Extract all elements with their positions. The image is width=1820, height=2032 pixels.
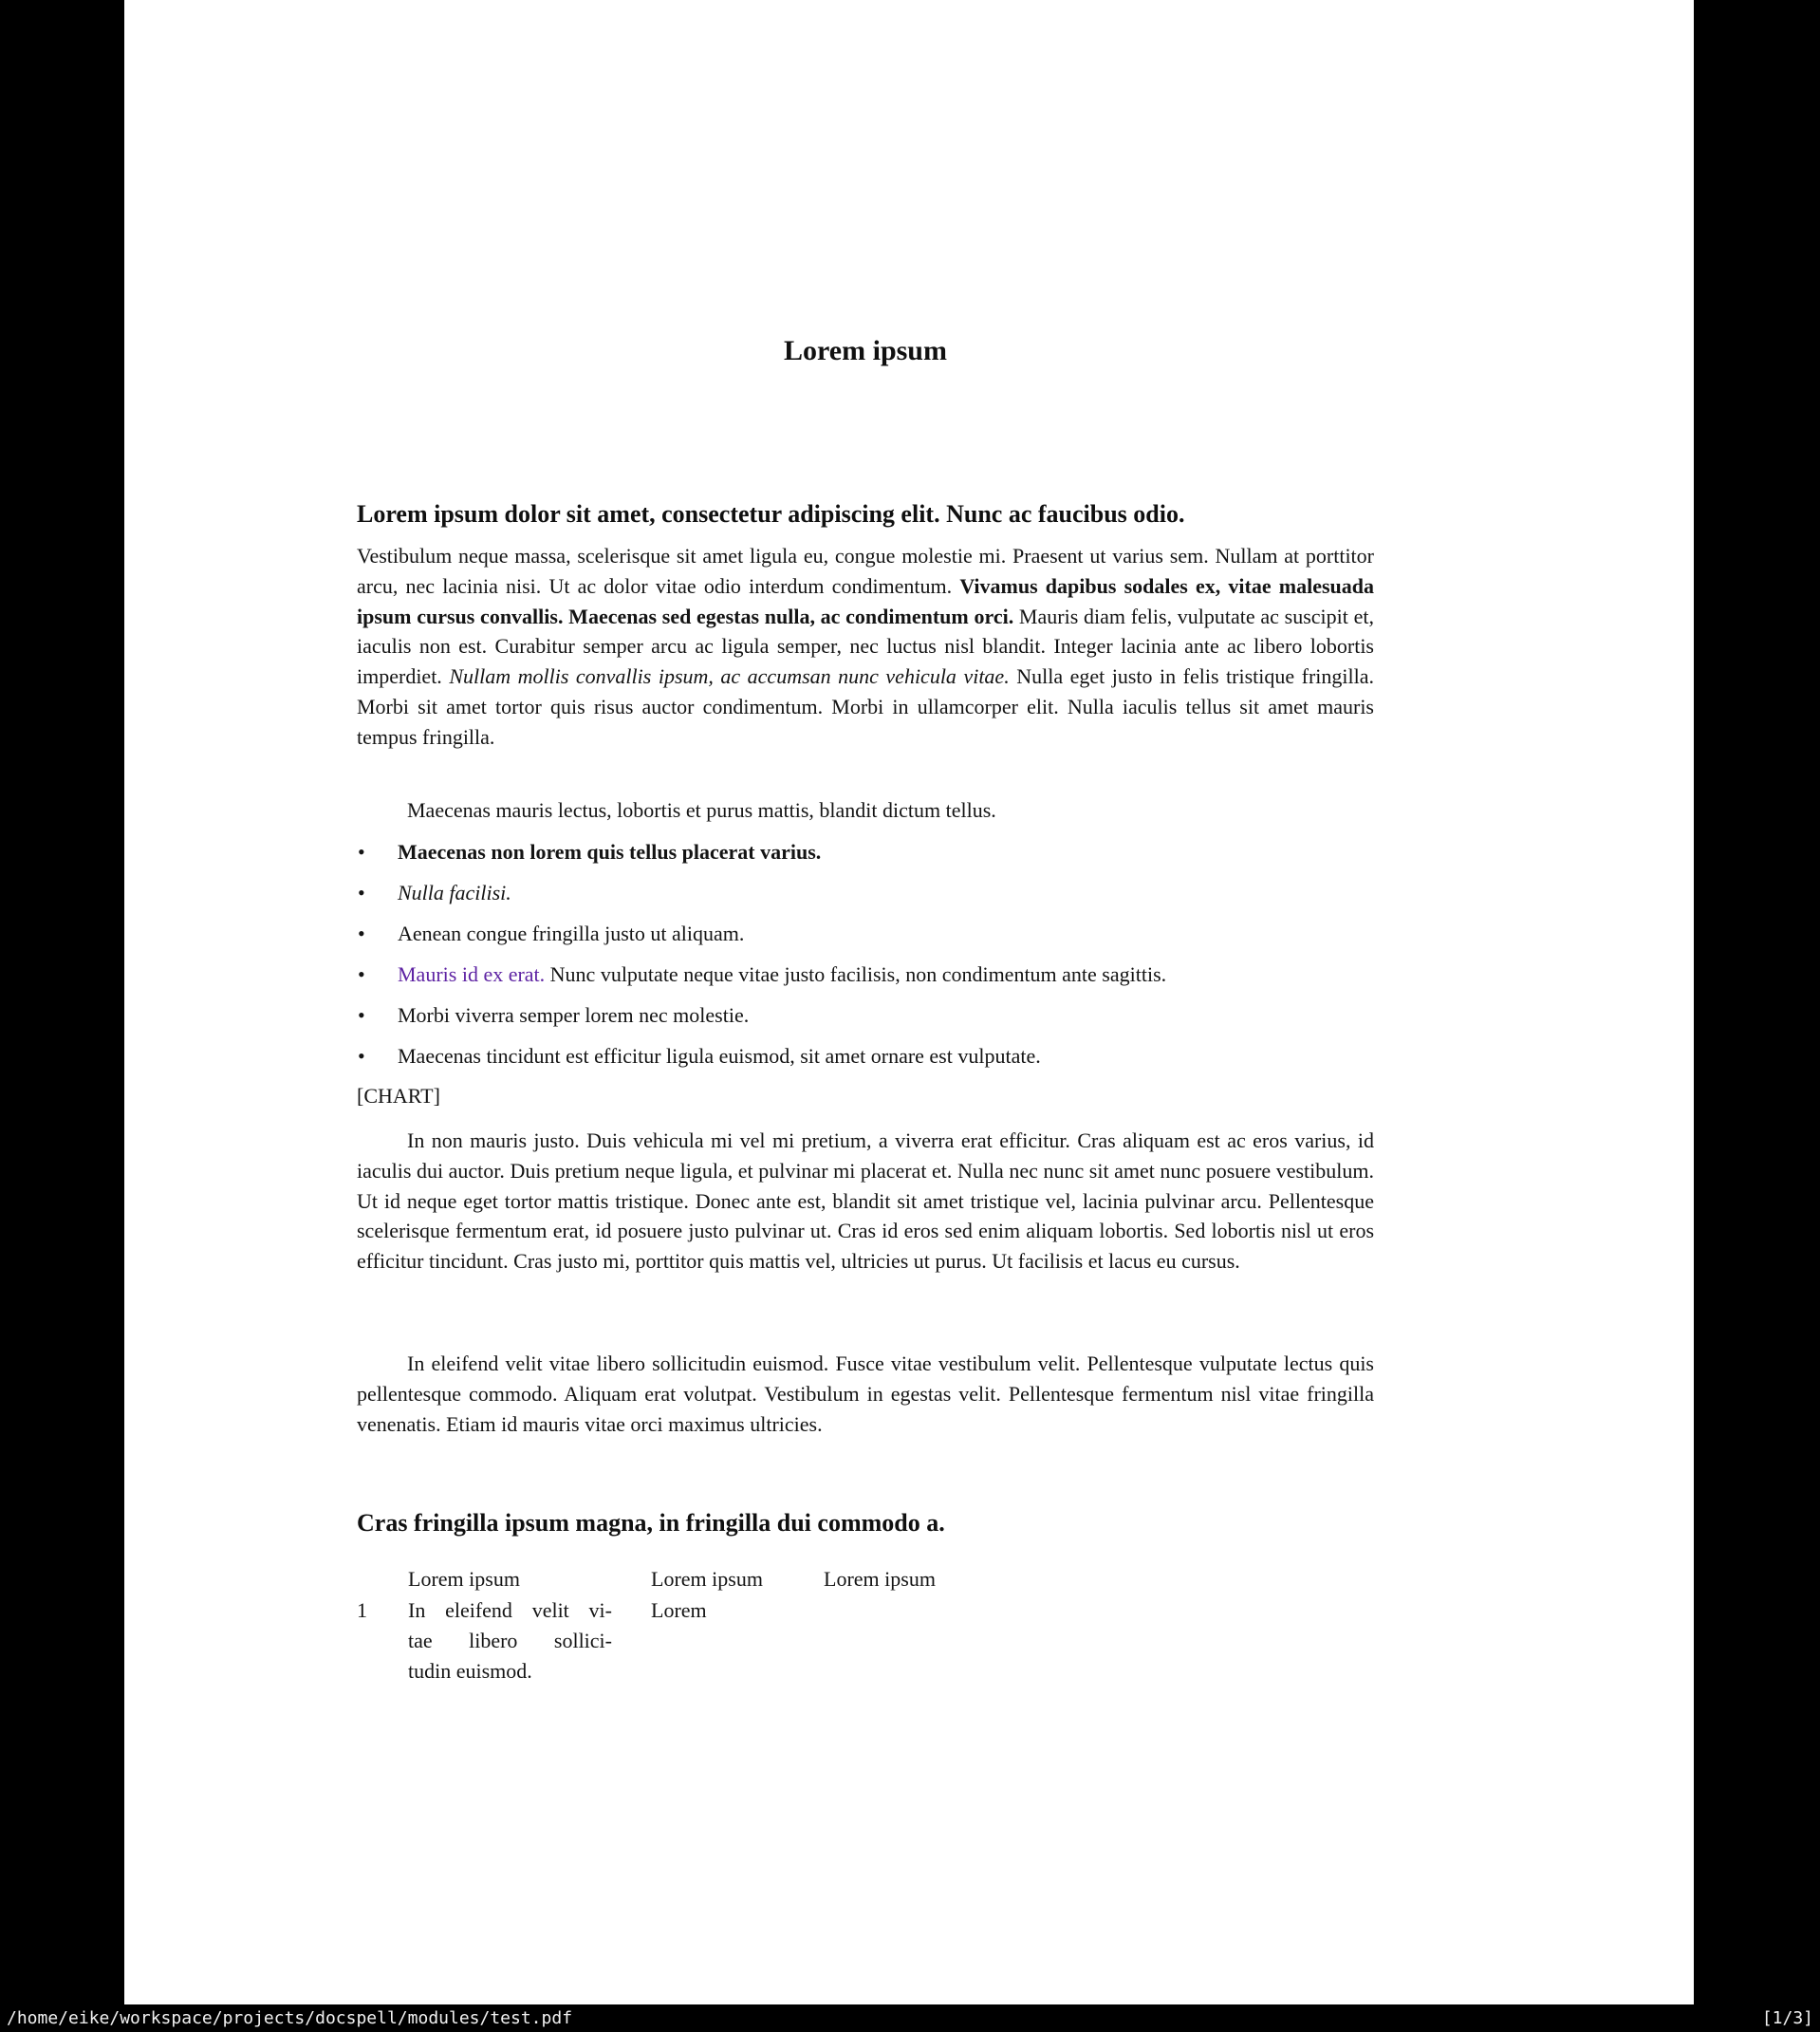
bullet-marker: • bbox=[358, 1002, 365, 1027]
bullet-marker: • bbox=[358, 840, 365, 864]
bullet-marker: • bbox=[358, 1043, 365, 1068]
table-cell: Lorem bbox=[651, 1598, 707, 1622]
statusbar bbox=[0, 2004, 1820, 2032]
list-item-text-bold: Maecenas non lorem quis tellus placerat varius. bbox=[398, 840, 822, 864]
table-cell bbox=[408, 1595, 612, 1686]
table-column-header: Lorem ipsum bbox=[824, 1567, 936, 1591]
list-item-text: Aenean congue fringilla justo ut aliquam. bbox=[398, 921, 745, 945]
bullet-list bbox=[357, 837, 1374, 1082]
table-column-header: Lorem ipsum bbox=[651, 1567, 763, 1591]
bullet-marker: • bbox=[358, 961, 365, 986]
table-cell-line: In eleifend velit vi- bbox=[408, 1598, 612, 1622]
paragraph-indented: Maecenas mauris lectus, lobortis et purus mattis, blandit dictum tellus. bbox=[407, 798, 996, 822]
table-column-header: Lorem ipsum bbox=[408, 1567, 520, 1591]
pdf-page bbox=[124, 0, 1694, 2005]
bullet-marker: • bbox=[358, 880, 365, 904]
paragraph-2: In non mauris justo. Duis vehicula mi vel mi pretium, a viverra erat efficitur. Cras aliquam est ac eros varius, id iaculis dui auctor. Duis pretium neque ligula, et pulvinar mi placerat et. Nulla nec nunc sit amet nunc posuere vestibulum. Ut id neque eget tortor mattis tristique. Donec ante est, blandit sit amet tristique vel, lacinia pulvinar arcu. Pellentesque scelerisque fermentum erat, id posuere justo pulvinar ut. Cras id eros sed enim aliquam lobortis. Sed lobortis nisl ut eros efficitur tincidunt. Cras justo mi, porttitor quis mattis vel, ultricies ut purus. Ut facilisis et lacus eu cursus. bbox=[357, 1128, 1374, 1274]
section-heading: Lorem ipsum dolor sit amet, consectetur adipiscing elit. Nunc ac faucibus odio. bbox=[357, 500, 1185, 528]
document-title: Lorem ipsum bbox=[784, 335, 947, 366]
chart-placeholder: [CHART] bbox=[357, 1084, 440, 1108]
paragraph-1-italic-text: Nullam mollis convallis ipsum, ac accumsan nunc vehicula vitae. bbox=[449, 664, 1010, 689]
list-item bbox=[357, 1000, 1374, 1031]
list-item-text: Morbi viverra semper lorem nec molestie. bbox=[398, 1002, 750, 1027]
list-item bbox=[357, 1041, 1374, 1072]
paragraph-1-bold-text: Vivamus dapibus sodales ex, vitae malesuada ipsum cursus convallis. Maecenas sed egestas nulla, ac condimentum orci. bbox=[357, 573, 1374, 628]
link-mauris-id-ex-erat[interactable]: Mauris id ex erat. bbox=[398, 961, 546, 986]
bullet-marker: • bbox=[358, 921, 365, 945]
statusbar-file-path: /home/eike/workspace/projects/docspell/modules/test.pdf bbox=[7, 2008, 573, 2028]
table-cell-line: tae libero sollici- bbox=[408, 1628, 612, 1652]
list-item-text: Nunc vulputate neque vitae justo facilisis, non condimentum ante sagittis. bbox=[545, 961, 1167, 986]
table-row-number: 1 bbox=[357, 1598, 367, 1622]
paragraph-1-text: Vestibulum neque massa, scelerisque sit amet ligula eu, congue molestie mi. Praesent ut varius sem. Nullam at porttitor arcu, nec lacinia nisi. Ut ac dolor vitae odio interdum condimentum. bbox=[357, 544, 1374, 598]
paragraph-1-text: Mauris diam felis, vulputate ac suscipit et, iaculis non est. Curabitur semper arcu ac ligula semper, nec luctus nisl blandit. Integer lacinia ante ac libero lobortis imperdiet. bbox=[357, 604, 1374, 689]
list-item bbox=[357, 919, 1374, 949]
list-item-text-italic: Nulla facilisi. bbox=[398, 880, 511, 904]
table bbox=[357, 1564, 1374, 1716]
list-item bbox=[357, 878, 1374, 908]
paragraph-1-text: Nulla eget justo in felis tristique fringilla. Morbi sit amet tortor quis risus auctor condimentum. Morbi in ullamcorper elit. Nulla iaculis tellus sit amet mauris tempus fringilla. bbox=[357, 664, 1374, 749]
subsection-heading: Cras fringilla ipsum magna, in fringilla dui commodo a. bbox=[357, 1509, 945, 1537]
statusbar-page-indicator: [1/3] bbox=[1761, 2008, 1813, 2028]
list-item bbox=[357, 837, 1374, 867]
paragraph-1 bbox=[357, 541, 1374, 753]
paragraph-3: In eleifend velit vitae libero sollicitudin euismod. Fusce vitae vestibulum velit. Pellentesque vulputate lectus quis pellentesque commodo. Aliquam erat volutpat. Vestibulum in egestas velit. Pellentesque fermentum nisl vitae fringilla venenatis. Etiam id mauris vitae orci maximus ultricies. bbox=[357, 1352, 1374, 1436]
list-item-text: Maecenas tincidunt est efficitur ligula euismod, sit amet ornare est vulputate. bbox=[398, 1043, 1041, 1068]
list-item bbox=[357, 960, 1374, 990]
table-cell-line: tudin euismod. bbox=[408, 1658, 532, 1683]
